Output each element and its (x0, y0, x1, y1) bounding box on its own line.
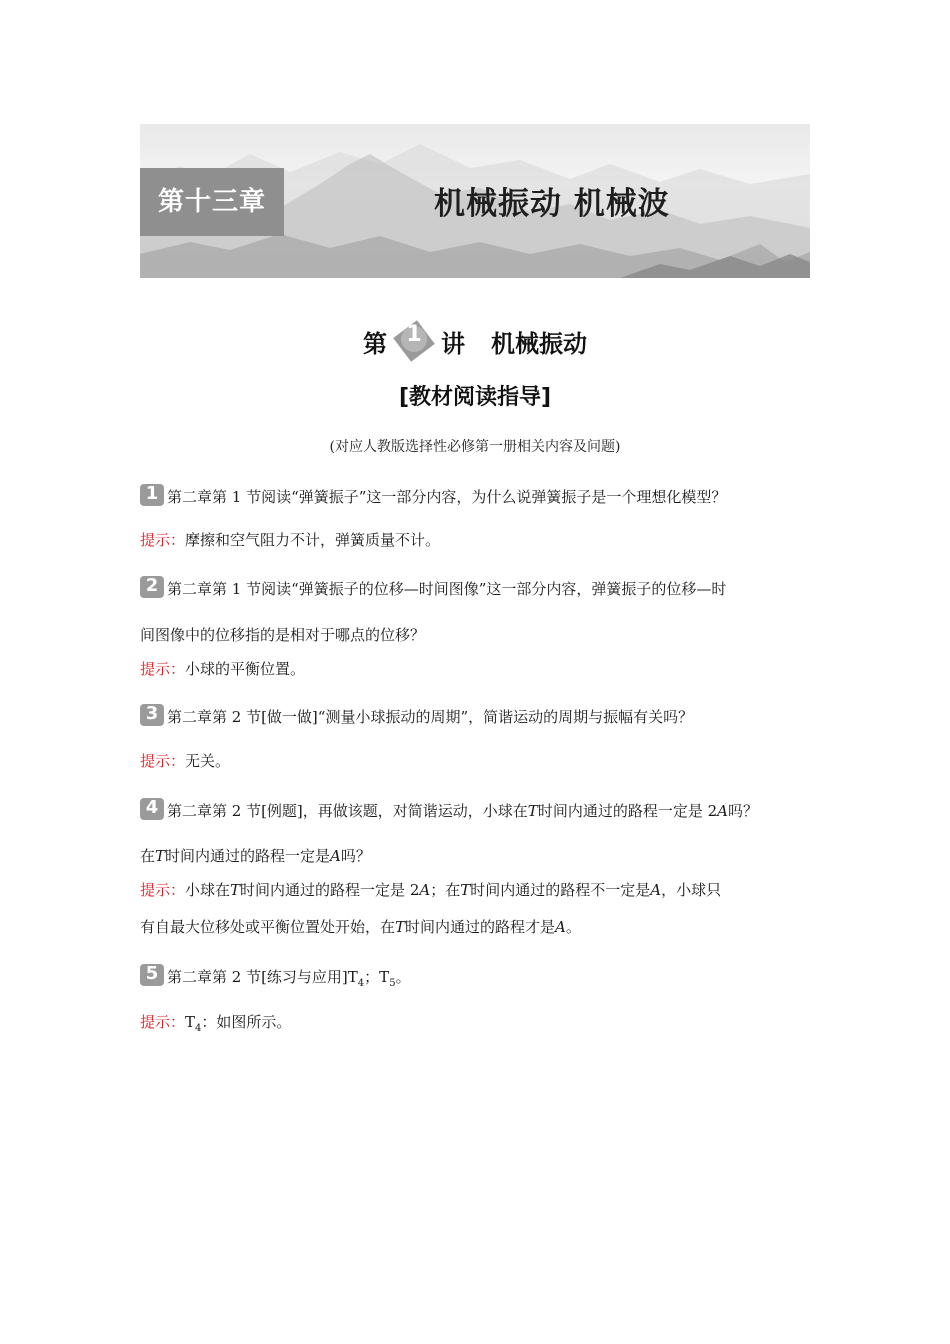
subtitle: (对应人教版选择性必修第一册相关内容及问题) (329, 439, 621, 455)
lecture-number-badge (391, 318, 437, 364)
hint-4: 提示：小球在T时间内通过的路程一定是 2A；在T时间内通过的路程不一定是A，小球只 (140, 881, 722, 899)
hint-3 (140, 750, 820, 772)
question-number-badge: 1 (140, 484, 166, 506)
hint-text: 无关。 (185, 752, 231, 770)
question-text: 第二章第 1 节阅读“弹簧振子”这一部分内容，为什么说弹簧振子是一个理想化模型？ (167, 488, 727, 506)
question-text: 第二章第 2 节[做一做]“测量小球振动的周期”，简谐运动的周期与振幅有关吗？ (167, 708, 694, 726)
section-title: [教材阅读指导] (398, 385, 552, 410)
hint-label: 提示： (140, 1013, 186, 1031)
hint-2 (140, 658, 820, 680)
question-3 (140, 704, 820, 728)
hint-label: 提示： (140, 881, 186, 899)
question-text-line2: 间图像中的位移指的是相对于哪点的位移？ (140, 626, 426, 644)
hint-1 (140, 529, 820, 551)
hint-label: 提示： (140, 531, 186, 549)
hint-5: 提示：$T_4$：如图所示。 (140, 1013, 292, 1034)
question-number-badge: 3 (140, 704, 166, 726)
question-2-continued (140, 624, 820, 646)
question-text-line1: 第二章第 1 节阅读“弹簧振子的位移—时间图像”这一部分内容，弹簧振子的位移—时 (167, 580, 727, 598)
chapter-title: 机械振动 机械波 (434, 186, 670, 222)
chapter-label: 第十三章 (140, 168, 284, 236)
lecture-title: 机械振动 (491, 329, 587, 358)
hint-text: 小球的平衡位置。 (185, 660, 306, 678)
lecture-prefix: 第 (363, 329, 387, 358)
hint-4-continued: 有自最大位移处或平衡位置处开始，在T时间内通过的路程才是A。 (140, 918, 581, 936)
question-4: 4 第二章第 2 节[例题]，再做该题，对简谐运动，小球在T时间内通过的路程一定是 2A吗？ (140, 798, 820, 822)
question-4-continued: 在T时间内通过的路程一定是A吗？ (140, 847, 371, 865)
question-number-badge: 2 (140, 576, 166, 598)
question-5: 5 第二章第 2 节[练习与应用]$T_4$；$T_5$。 (140, 964, 820, 995)
hint-text: 摩擦和空气阻力不计，弹簧质量不计。 (185, 531, 441, 549)
question-number-badge: 5 (140, 964, 166, 986)
question-number-badge: 4 (140, 798, 166, 820)
lecture-number: 1 (406, 322, 422, 347)
hint-label: 提示： (140, 660, 186, 678)
question-1 (140, 484, 820, 508)
hint-label: 提示： (140, 752, 186, 770)
lecture-heading (0, 318, 950, 370)
question-2 (140, 576, 820, 600)
lecture-suffix: 讲 (441, 329, 465, 358)
